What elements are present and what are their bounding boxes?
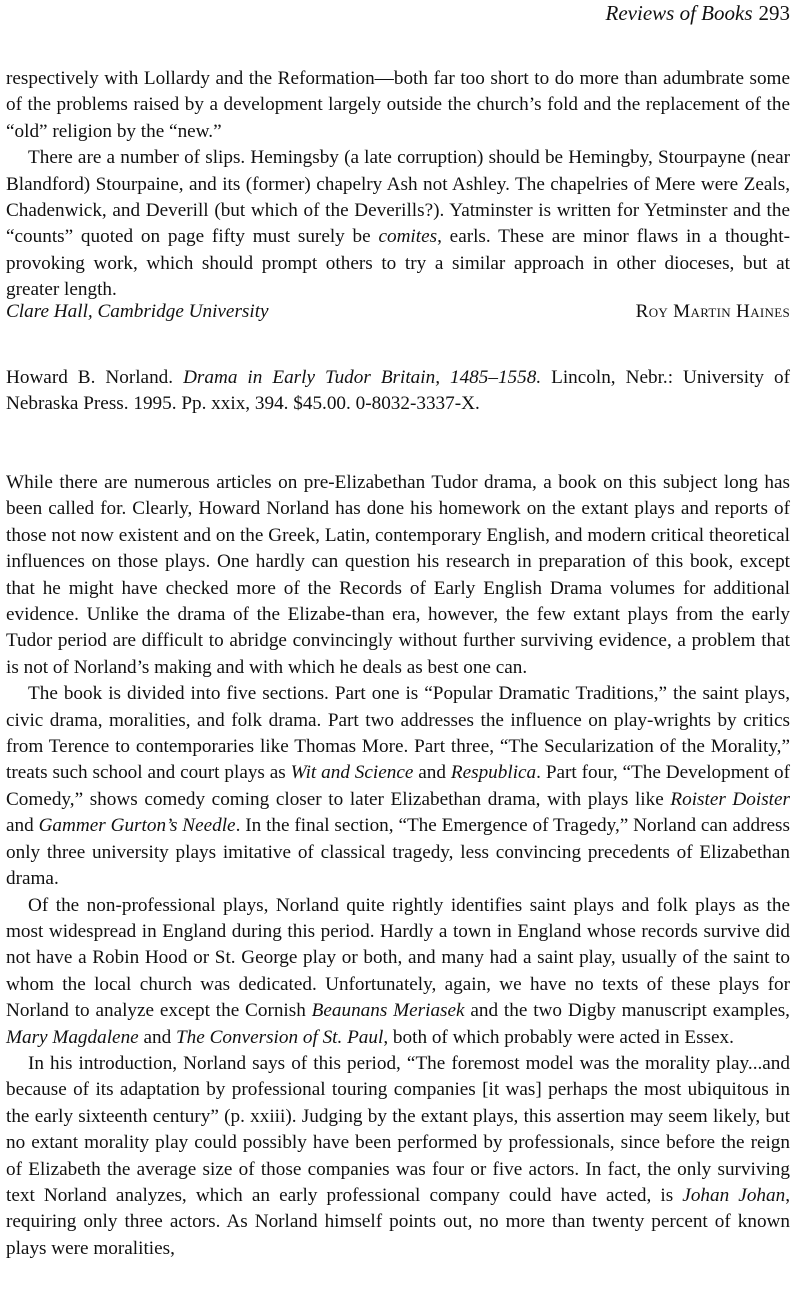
running-head-title: Reviews of Books [605, 1, 753, 25]
paragraph [6, 1051, 790, 1262]
paragraph-text: While there are numerous articles on pre-Elizabethan Tudor drama, a book on this subject long has been called for. Clearly, Howard Norland has done his homework on the extant plays and reports of those not now existent and on the Greek, Latin, contemporary English, and modern critical theoretical influences on those plays. One hardly can question his research in preparation of this book, except that he might have checked more of the Records of Early English Drama volumes for additional evidence. Unlike the drama of the Elizabe-than era, however, the few extant plays from the early Tudor period are difficult to abridge convincingly without further surviving evidence, a problem that is not of Norland’s making and with which he deals as best one can. [6, 472, 790, 678]
paragraph-text: , requiring only three actors. As Norland himself points out, no more than twenty percent of known plays were moralities, [6, 1184, 790, 1259]
italic-term: comites [378, 226, 438, 248]
paragraph-text: , earls. These are minor flaws in a thought-provoking work, which should prompt others to try a similar approach in other dioceses, but at greater length. [6, 226, 790, 301]
reviewer-name: Roy Martin Haines [635, 301, 790, 322]
play-title: Respublica [450, 762, 537, 784]
running-head [606, 0, 790, 26]
page-number: 293 [758, 1, 790, 25]
previous-review-ending [6, 66, 790, 304]
paragraph-text: The book is divided into five sections. Part one is “Popular Dramatic Traditions,” the saint plays, civic drama, moralities, and folk drama. Part two addresses the influence on play-wrights by critics from Terence to contemporaries like Thomas More. Part three, “The Secularization of the Morality,” treats such school and court plays as [6, 683, 790, 784]
paragraph-text: . In the final section, “The Emergence of Tragedy,” Norland can address only three university plays imitative of classical tragedy, less convincing precedents of Elizabethan drama. [6, 815, 790, 890]
book-author: Howard B. Norland. [6, 367, 174, 388]
paragraph-text: Of the non-professional plays, Norland quite rightly identifies saint plays and folk plays as the most widespread in England during this period. Hardly a town in England whose records survive did not have a Robin Hood or St. George play or both, and many had a saint play, usually of the saint to whom the local church was dedicated. Unfortunately, again, we have no texts of these plays for Norland to analyze except the Cornish [6, 894, 790, 1022]
play-title: Mary Magdalene [6, 1026, 139, 1048]
citation-text [6, 365, 790, 418]
book-details: Lincoln, Nebr.: University of Nebraska Press. 1995. Pp. xxix, 394. $45.00. 0-8032-3337-X. [6, 367, 790, 415]
reviewer-affiliation: Clare Hall, Cambridge University [6, 301, 269, 322]
paragraph-text: and [138, 1026, 176, 1048]
paragraph-text: In his introduction, Norland says of this period, “The foremost model was the morality play...and because of its adaptation by professional touring companies [it was] perhaps the most ubiquitous in the early sixteenth century” (p. xxiii). Judging by the extant plays, this assertion may seem likely, but no extant morality play could possibly have been performed by professionals, since before the reign of Elizabeth the average size of those companies was four or five actors. In fact, the only surviving text Norland analyzes, which an early professional company could have acted, is [6, 1052, 790, 1206]
paragraph [6, 145, 790, 303]
paragraph-text: and [413, 762, 451, 784]
paragraph-text: There are a number of slips. Hemingsby (a late corruption) should be Hemingby, Stourpayne (near Blandford) Stourpaine, and its (former) chapelry Ash not Ashley. The chapelries of Mere were Zeals, Chadenwick, and Deverill (but which of the Deverills?). Yatminster is written for Yetminster and the “counts” quoted on page fifty must surely be [6, 147, 790, 248]
paragraph-text: and [6, 815, 39, 837]
paragraph [6, 470, 790, 681]
paragraph-text: , both of which probably were acted in Essex. [383, 1026, 734, 1048]
review-body [6, 470, 790, 1262]
play-title: Roister Doister [670, 788, 790, 810]
play-title: Johan Johan [682, 1184, 786, 1206]
play-title: Wit and Science [290, 762, 414, 784]
book-citation [6, 365, 790, 418]
play-title: Beaunans Meriasek [311, 1000, 465, 1022]
paragraph-text: and the two Digby manuscript examples, [464, 1000, 790, 1022]
paragraph [6, 681, 790, 892]
play-title: The Conversion of St. Paul [176, 1026, 384, 1048]
paragraph [6, 893, 790, 1051]
book-title: Drama in Early Tudor Britain, 1485–1558. [183, 367, 542, 388]
paragraph-text: respectively with Lollardy and the Reformation—both far too short to do more than adumbrate some of the problems raised by a development largely outside the church’s fold and the replacement of the “old” religion by the “new.” [6, 68, 790, 142]
play-title: Gammer Gurton’s Needle [38, 815, 236, 837]
paragraph [6, 66, 790, 145]
paragraph-text: . Part four, “The Development of Comedy,” shows comedy coming closer to later Elizabethan drama, with plays like [6, 762, 790, 810]
